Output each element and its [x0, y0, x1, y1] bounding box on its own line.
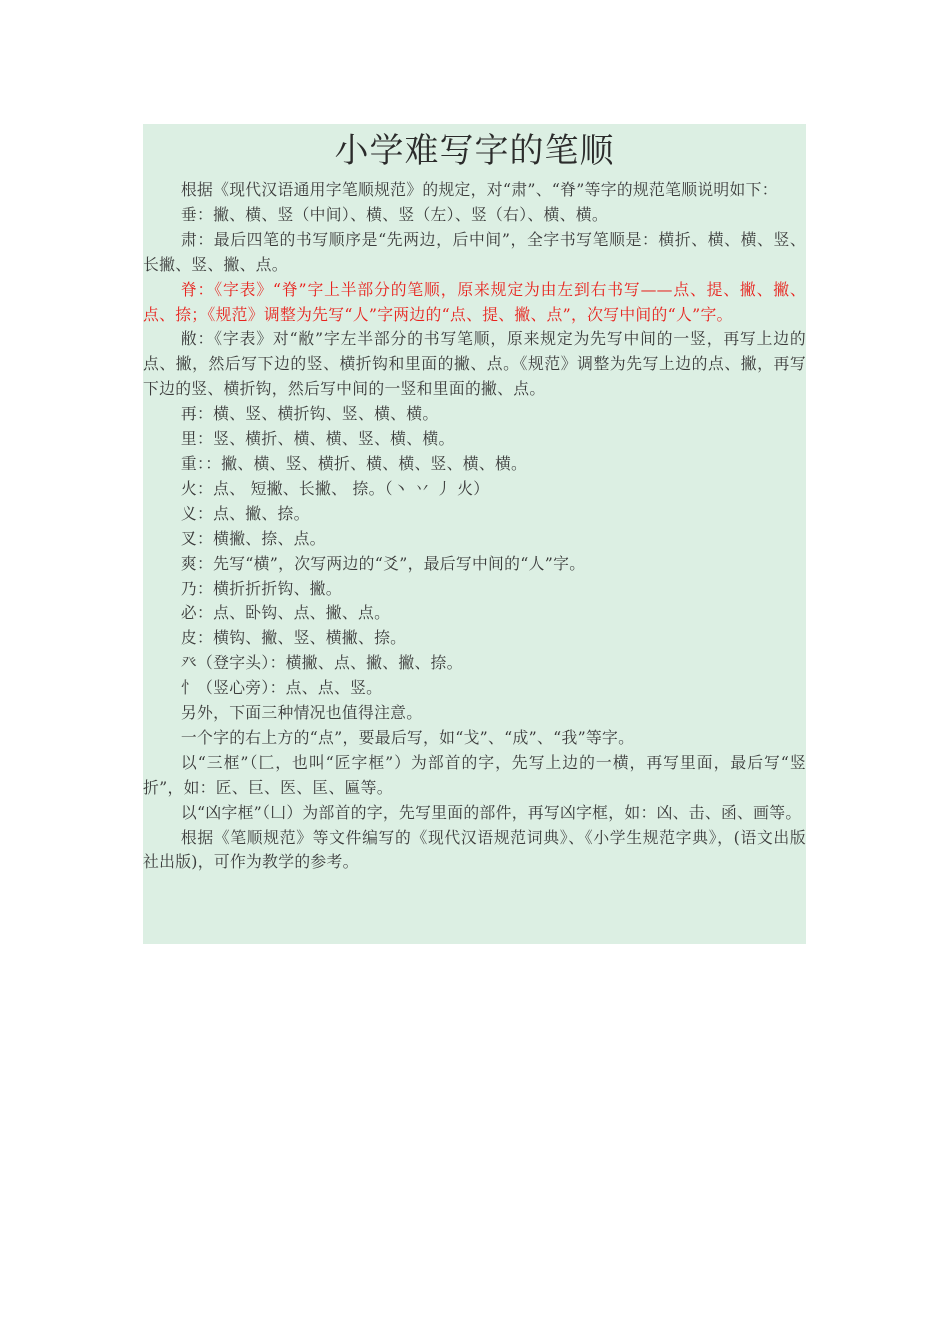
- paragraph: 必：点、卧钩、点、撇、点。: [180, 603, 391, 623]
- paragraph: 敝：《字表》对“敝”字左半部分的书写笔顺，原来规定为先写中间的一竖，再写上边的点、撇，然后写下边的竖、横折钩和里面的撇、点。《规范》调整为先写上边的点、撇，再写下边的竖、横折钩，然后写中间的一竖和里面的撇、点。: [143, 329, 806, 399]
- paragraph: 根据《现代汉语通用字笔顺规范》的规定，对“肃”、“脊”等字的规范笔顺说明如下：: [180, 180, 778, 199]
- paragraph: 叉：横撇、捺、点。: [180, 528, 326, 548]
- paragraph: 火：点、 短撇、长撇、 捺。（丶 丷 丿 火）: [180, 478, 490, 498]
- paragraph: 一个字的右上方的“点”，要最后写，如“戈”、“成”、“我”等字。: [180, 727, 635, 747]
- document-title: 小学难写字的笔顺: [334, 131, 615, 171]
- paragraph: 再：横、竖、横折钩、竖、横、横。: [180, 404, 439, 424]
- highlighted-paragraph: 脊：《字表》“脊”字上半部分的笔顺，原来规定为由左到右书写——点、提、撇、撇、点、捺；《规范》调整为先写“人”字两边的“点、提、撇、点”，次写中间的“人”字。: [143, 279, 806, 324]
- paragraph: 另外，下面三种情况也值得注意。: [180, 703, 423, 723]
- paragraph: 根据《笔顺规范》等文件编写的《现代汉语规范词典》、《小学生规范字典》，(语文出版社出版)，可作为教学的参考。: [143, 827, 806, 872]
- paragraph: 义：点、撇、捺。: [180, 503, 310, 523]
- paragraph: 爽：先写“横”，次写两边的“爻”，最后写中间的“人”字。: [180, 553, 586, 573]
- document-body: [143, 178, 806, 875]
- paragraph: 里：竖、横折、横、横、竖、横、横。: [180, 429, 455, 449]
- paragraph: 垂：撇、横、竖（中间）、横、竖（左）、竖（右）、横、横。: [180, 204, 608, 224]
- paragraph: 乃：横折折折钩、撇。: [180, 578, 342, 598]
- paragraph: 重：：撇、横、竖、横折、横、横、竖、横、横。: [180, 453, 528, 473]
- document-panel: [143, 124, 806, 944]
- paragraph: 皮：横钩、撇、竖、横撇、捺。: [180, 628, 407, 648]
- paragraph: 以“凶字框”（凵）为部首的字，先写里面的部件，再写凶字框，如：凶、击、函、画等。: [180, 802, 802, 822]
- paragraph: 癶（登字头）：横撇、点、撇、撇、捺。: [180, 653, 463, 673]
- paragraph: 以“三框”（匚，也叫“匠字框”）为部首的字，先写上边的一横，再写里面，最后写“竖折”，如：匠、巨、医、匡、匾等。: [143, 752, 806, 797]
- paragraph: 忄（竖心旁）：点、点、竖。: [180, 678, 383, 698]
- paragraph: 肃：最后四笔的书写顺序是“先两边，后中间”，全字书写笔顺是：横折、横、横、竖、长撇、竖、撇、点。: [143, 229, 806, 274]
